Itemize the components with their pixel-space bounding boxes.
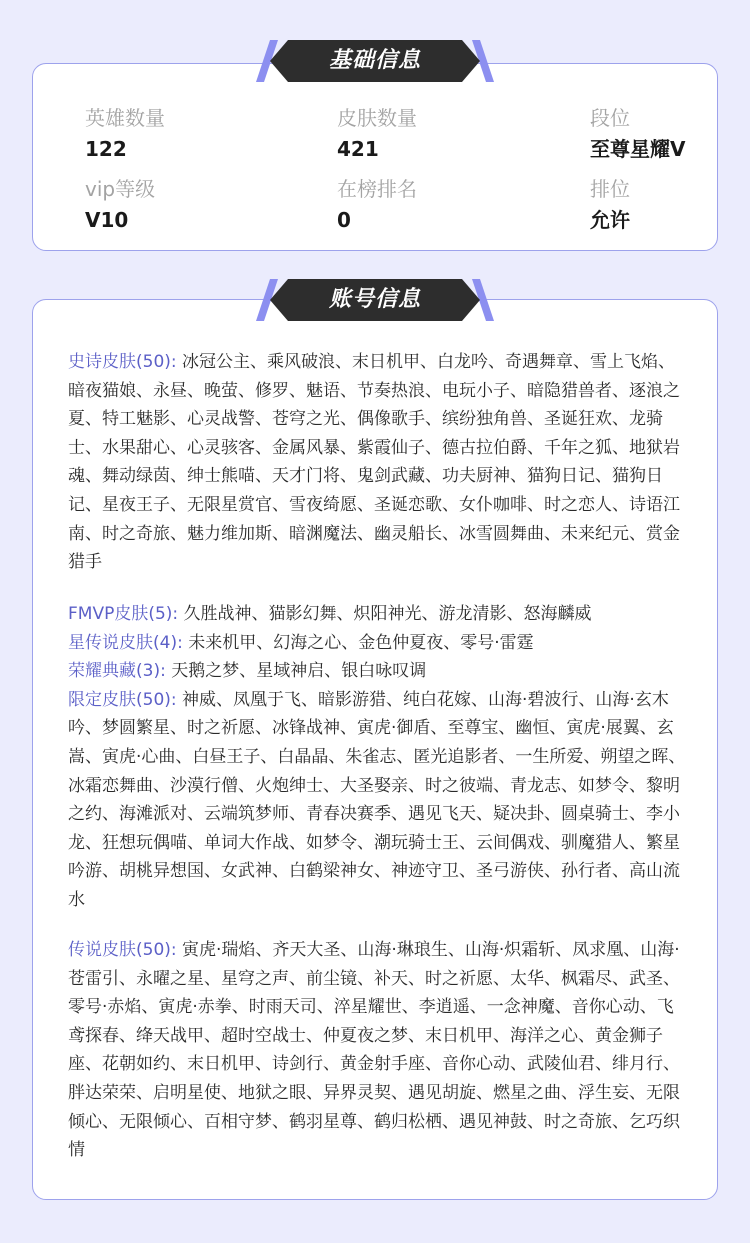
- stat-value: 122: [85, 137, 127, 161]
- stat-leaderboard-rank: [337, 175, 417, 234]
- stat-rank-tier: [590, 104, 685, 163]
- stat-label: 段位: [590, 106, 630, 130]
- category-items: 寅虎·瑞焰、齐天大圣、山海·琳琅生、山海·炽霜斩、凤求凰、山海·苍雷引、永曜之星、星穹之声、前尘镜、补天、时之祈愿、太华、枫霜尽、武圣、零号·赤焰、寅虎·赤拳、时雨天司、淬星耀世、李逍遥、一念神魔、音你心动、飞鸢探春、绛天战甲、超时空战士、仲夏夜之梦、末日机甲、海洋之心、黄金狮子座、花朝如约、末日机甲、诗剑行、黄金射手座、音你心动、武陵仙君、绯月行、胖达荣荣、启明星使、地狱之眼、异界灵契、遇见胡旋、燃星之曲、浮生妄、无限倾心、无限倾心、百相守梦、鹤羽星尊、鹤归松栖、遇见神鼓、时之奇旅、乞巧织情: [68, 940, 680, 1161]
- skin-category-fmvp: [68, 600, 688, 629]
- category-items: 神威、凤凰于飞、暗影游猎、纯白花嫁、山海·碧波行、山海·玄木吟、梦圆繁星、时之祈愿、冰锋战神、寅虎·御盾、至尊宝、幽恒、寅虎·展翼、玄嵩、寅虎·心曲、白昼王子、白晶晶、朱雀志、匿光追影者、一生所爱、朔望之晖、冰霜恋舞曲、沙漠行僧、火炮绅士、大圣娶亲、时之彼端、青龙志、如梦令、黎明之约、海滩派对、云端筑梦师、青春决赛季、遇见飞天、疑决卦、圆桌骑士、李小龙、狂想玩偶喵、单词大作战、如梦令、潮玩骑士王、云间偶戏、驯魔猎人、繁星吟游、胡桃异想国、女武神、白鹤梁神女、神迹守卫、圣弓游侠、孙行者、高山流水: [68, 689, 686, 910]
- category-label: 限定皮肤(50):: [68, 689, 177, 710]
- stat-vip-level: [85, 175, 155, 234]
- category-items: 久胜战神、猫影幻舞、炽阳神光、游龙清影、怒海麟威: [183, 604, 592, 624]
- category-items: 未来机甲、幻海之心、金色仲夏夜、零号·雷霆: [188, 632, 534, 653]
- category-label: 星传说皮肤(4):: [68, 632, 183, 653]
- section-title: 账号信息: [328, 287, 421, 312]
- skin-category-group: [68, 600, 688, 915]
- skin-category-epic: [68, 348, 688, 577]
- skin-category-star-legend: [68, 629, 688, 658]
- basic-info-header: [250, 38, 500, 84]
- category-items: 天鹅之梦、星域神启、银白咏叹调: [171, 661, 427, 682]
- account-info-header: [250, 277, 500, 323]
- stat-label: vip等级: [85, 177, 156, 201]
- skin-category-glory-collection: [68, 657, 688, 686]
- skin-category-legend: [68, 936, 688, 1165]
- stat-value: 至尊星耀V: [590, 137, 686, 161]
- category-label: 荣耀典藏(3):: [68, 661, 166, 682]
- stat-value: 421: [337, 137, 379, 161]
- stat-value: 0: [337, 208, 351, 232]
- stat-ranked-allowed: [590, 175, 630, 234]
- stat-value: V10: [85, 208, 129, 232]
- stat-label: 排位: [590, 177, 630, 201]
- skin-category-limited: [68, 686, 688, 915]
- category-items: 冰冠公主、乘风破浪、末日机甲、白龙吟、奇遇舞章、雪上飞焰、暗夜猫娘、永昼、晚萤、修罗、魅语、节奏热浪、电玩小子、暗隐猎兽者、逐浪之夏、特工魅影、心灵战警、苍穹之光、偶像歌手、缤纷独角兽、圣诞狂欢、龙骑士、水果甜心、心灵骇客、金属风暴、紫霞仙子、德古拉伯爵、千年之狐、地狱岩魂、舞动绿茵、绅士熊喵、天才门将、鬼剑武藏、功夫厨神、猫狗日记、猫狗日记、星夜王子、无限星赏官、雪夜绮愿、圣诞恋歌、女仆咖啡、时之恋人、诗语江南、时之奇旅、魅力维加斯、暗渊魔法、幽灵船长、冰雪圆舞曲、未来纪元、赏金猎手: [68, 352, 680, 573]
- category-label: 传说皮肤(50):: [68, 940, 177, 960]
- stat-label: 英雄数量: [85, 106, 165, 130]
- stat-label: 皮肤数量: [337, 106, 417, 130]
- category-label: 史诗皮肤(50):: [68, 352, 177, 372]
- stat-skin-count: [337, 104, 417, 163]
- stat-label: 在榜排名: [337, 177, 417, 201]
- section-title: 基础信息: [328, 48, 421, 73]
- category-label: FMVP皮肤(5):: [68, 604, 179, 624]
- stat-hero-count: [85, 104, 165, 163]
- stat-value: 允许: [590, 208, 630, 232]
